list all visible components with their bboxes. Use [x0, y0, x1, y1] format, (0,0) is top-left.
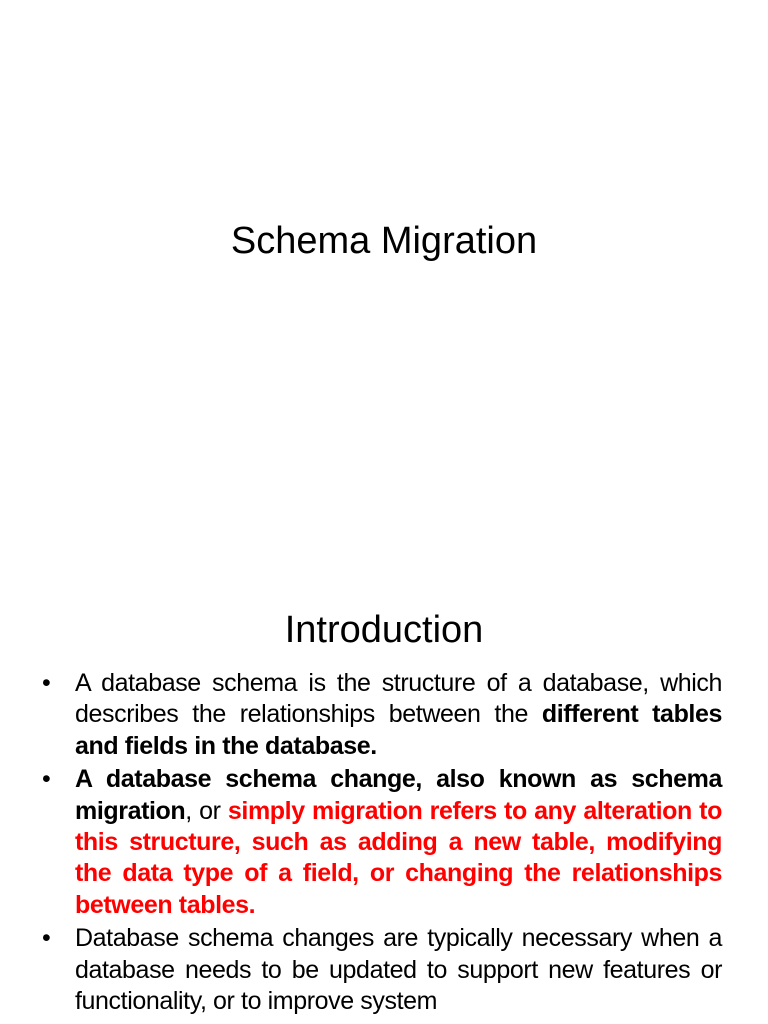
bullet-2-bold-text: A database schema change, also known as schema migration [75, 765, 722, 825]
bullet-marker: • [42, 765, 51, 794]
bullet-1-text: A database schema is the structure of a database, which describes the relationships between the [75, 669, 722, 729]
bullet-2-connector-text: , or [185, 796, 228, 825]
bullet-item-1 [40, 668, 722, 762]
bullet-2-highlight-text: simply migration refers to any alteration to this structure, such as adding a new table, modifying the data type of a field, or changing the relationships between tables. [75, 796, 722, 919]
bullet-item-2 [40, 764, 722, 921]
bullet-1-bold-text: different tables and fields in the database. [75, 700, 722, 760]
slide-2 [0, 580, 768, 1024]
bullet-marker: • [42, 669, 51, 697]
bullet-marker: • [42, 924, 51, 953]
bullet-3-text: Database schema changes are typically necessary when a database needs to be updated to support new features or functionality, or to improve system [75, 924, 722, 1016]
bullet-item-3 [40, 923, 722, 1017]
slide-title: Schema Migration [230, 220, 538, 262]
slide-heading: Introduction [284, 609, 484, 651]
bullet-list [40, 668, 722, 1019]
